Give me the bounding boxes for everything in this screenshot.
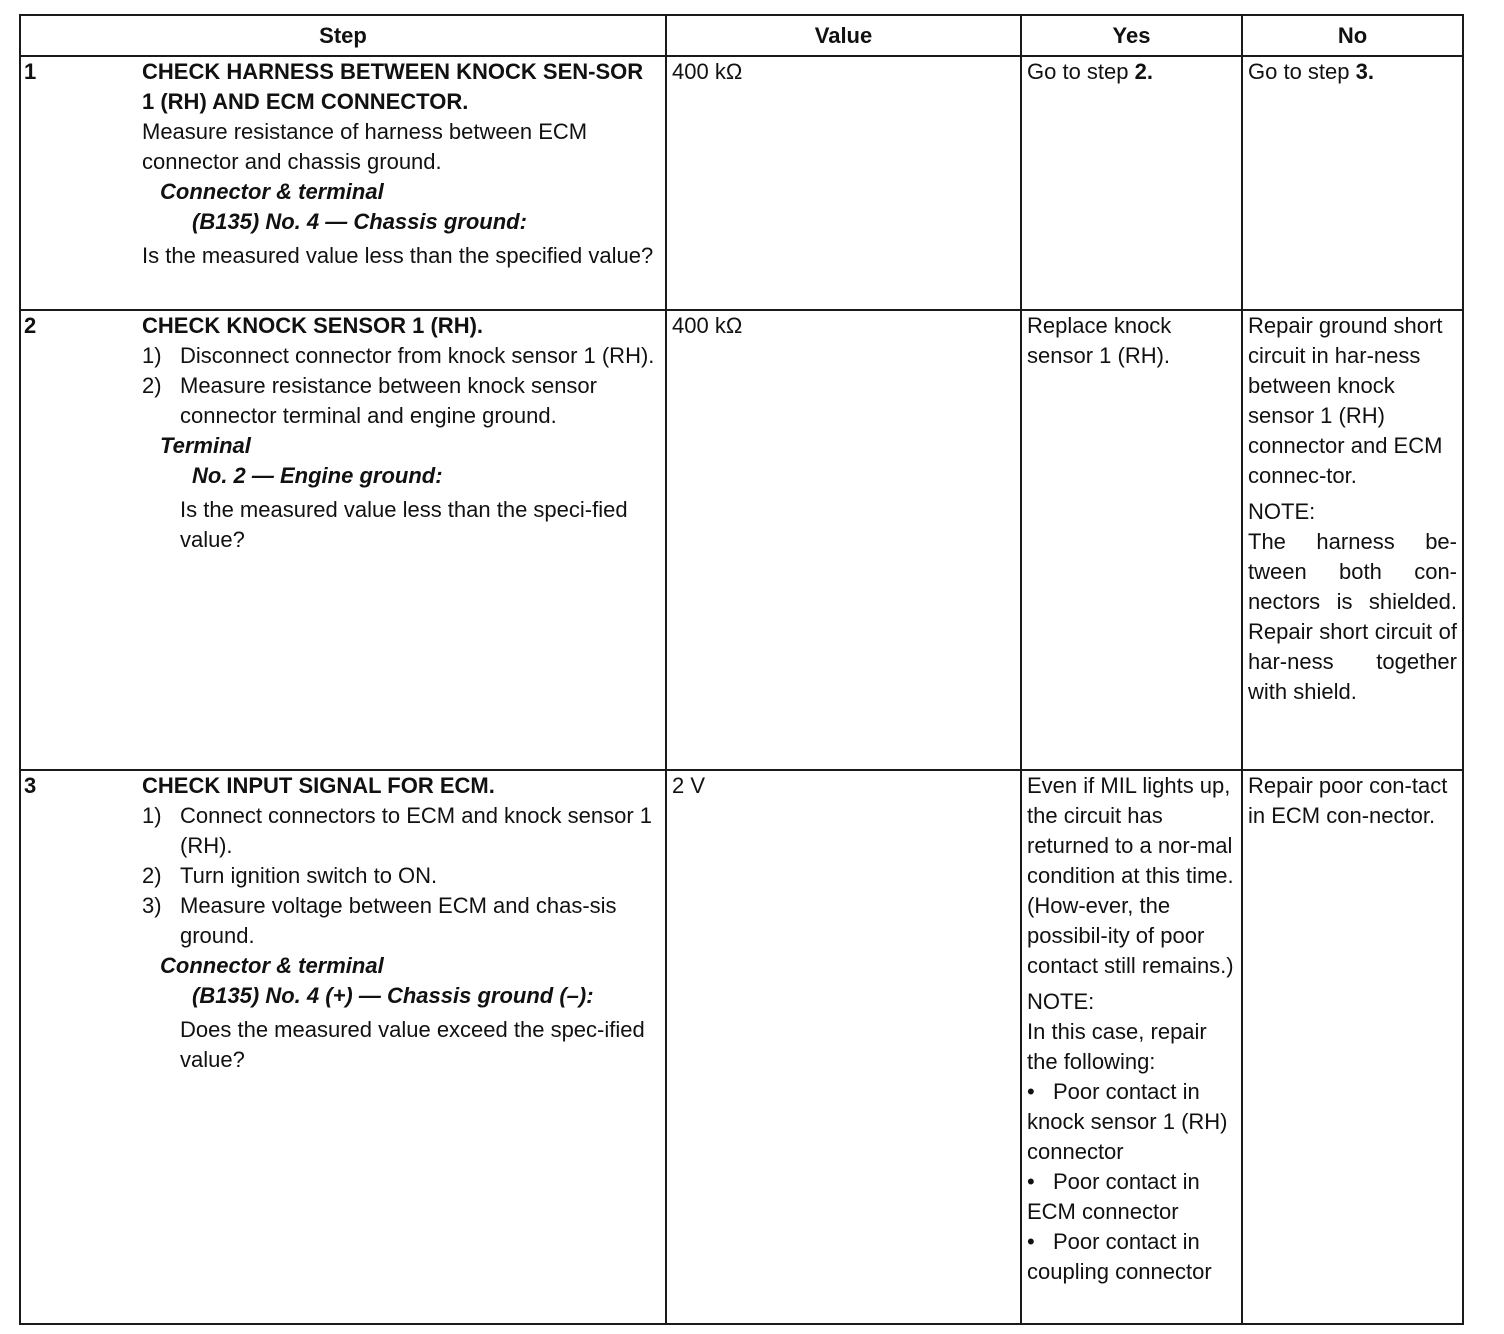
- item-number: 2): [142, 373, 162, 398]
- header-row: [20, 15, 1463, 56]
- item-text: Measure voltage between ECM and chas-sis ground.: [180, 893, 617, 948]
- bullet-icon: •: [1027, 1079, 1035, 1104]
- yes-cell: [1021, 310, 1242, 770]
- step-body: Measure resistance of harness between ECM connector and chassis ground.: [142, 119, 588, 174]
- spec-label: Connector & terminal: [160, 953, 384, 978]
- bullet-icon: •: [1027, 1229, 1035, 1254]
- spec-label: Terminal: [160, 433, 251, 458]
- table-row: [20, 310, 1463, 770]
- step-question: Is the measured value less than the specified value?: [142, 243, 654, 268]
- item-number: 1): [142, 343, 162, 368]
- yes-text: Replace knock sensor 1 (RH).: [1027, 313, 1172, 368]
- header-step: Step: [20, 15, 666, 56]
- list-item: [1027, 1077, 1236, 1167]
- step-cell: [20, 56, 666, 310]
- step-title: CHECK KNOCK SENSOR 1 (RH).: [142, 313, 484, 338]
- step-title: CHECK HARNESS BETWEEN KNOCK SEN-SOR 1 (RH) AND ECM CONNECTOR.: [142, 59, 644, 114]
- step-question: Is the measured value less than the speci-fied value?: [180, 497, 628, 552]
- yes-text: Even if MIL lights up, the circuit has returned to a nor-mal condition at this time. (How-ever, the possibil-ity of poor contact still remains.): [1027, 773, 1234, 978]
- item-text: Poor contact in ECM connector: [1027, 1169, 1200, 1224]
- item-text: Turn ignition switch to ON.: [180, 863, 438, 888]
- yes-step-ref: 2.: [1134, 59, 1153, 84]
- list-item: [142, 861, 659, 891]
- step-question: Does the measured value exceed the spec-ified value?: [180, 1017, 645, 1072]
- header-no: No: [1242, 15, 1463, 56]
- value-cell: 400 kΩ: [666, 56, 1021, 310]
- item-text: Measure resistance between knock sensor connector terminal and engine ground.: [180, 373, 597, 428]
- no-step-ref: 3.: [1355, 59, 1374, 84]
- header-yes: Yes: [1021, 15, 1242, 56]
- procedure-list: [142, 801, 659, 951]
- list-item: [142, 801, 659, 861]
- value-cell: 400 kΩ: [666, 310, 1021, 770]
- table-row: [20, 56, 1463, 310]
- yes-cell: [1021, 770, 1242, 1324]
- list-item: [1027, 1167, 1236, 1227]
- bullet-list: [1027, 1077, 1236, 1287]
- step-number: 1: [24, 59, 37, 84]
- item-number: 2): [142, 863, 162, 888]
- spec-detail: No. 2 — Engine ground:: [192, 463, 443, 488]
- spec-detail: (B135) No. 4 (+) — Chassis ground (–):: [192, 983, 594, 1008]
- diagnostic-table: [19, 14, 1464, 1325]
- no-text: Repair poor con-tact in ECM con-nector.: [1248, 773, 1448, 828]
- no-cell: [1242, 310, 1463, 770]
- yes-cell: [1021, 56, 1242, 310]
- step-title: CHECK INPUT SIGNAL FOR ECM.: [142, 773, 495, 798]
- value-cell: 2 V: [666, 770, 1021, 1324]
- spec-label: Connector & terminal: [160, 179, 384, 204]
- no-text: Repair ground short circuit in har-ness between knock sensor 1 (RH) connector and ECM connec-tor.: [1248, 313, 1443, 488]
- item-text: Connect connectors to ECM and knock sensor 1 (RH).: [180, 803, 653, 858]
- no-cell: [1242, 770, 1463, 1324]
- note-label: NOTE:: [1248, 499, 1316, 524]
- list-item: [142, 341, 659, 371]
- item-text: Disconnect connector from knock sensor 1 (RH).: [180, 343, 655, 368]
- item-text: Poor contact in knock sensor 1 (RH) connector: [1027, 1079, 1228, 1164]
- list-item: [142, 891, 659, 951]
- no-cell: [1242, 56, 1463, 310]
- header-value: Value: [666, 15, 1021, 56]
- procedure-list: [142, 341, 659, 431]
- table-row: [20, 770, 1463, 1324]
- step-cell: [20, 770, 666, 1324]
- step-number: 3: [24, 773, 37, 798]
- spec-detail: (B135) No. 4 — Chassis ground:: [192, 209, 527, 234]
- item-number: 3): [142, 893, 162, 918]
- note-text: In this case, repair the following:: [1027, 1019, 1207, 1074]
- yes-text: Go to step: [1027, 59, 1135, 84]
- list-item: [142, 371, 659, 431]
- step-cell: [20, 310, 666, 770]
- note-text: The harness be-tween both con-nectors is shielded. Repair short circuit of har-ness together with shield.: [1248, 529, 1457, 704]
- item-number: 1): [142, 803, 162, 828]
- no-text: Go to step: [1248, 59, 1356, 84]
- list-item: [1027, 1227, 1236, 1287]
- item-text: Poor contact in coupling connector: [1027, 1229, 1212, 1284]
- note-label: NOTE:: [1027, 989, 1095, 1014]
- step-number: 2: [24, 313, 37, 338]
- bullet-icon: •: [1027, 1169, 1035, 1194]
